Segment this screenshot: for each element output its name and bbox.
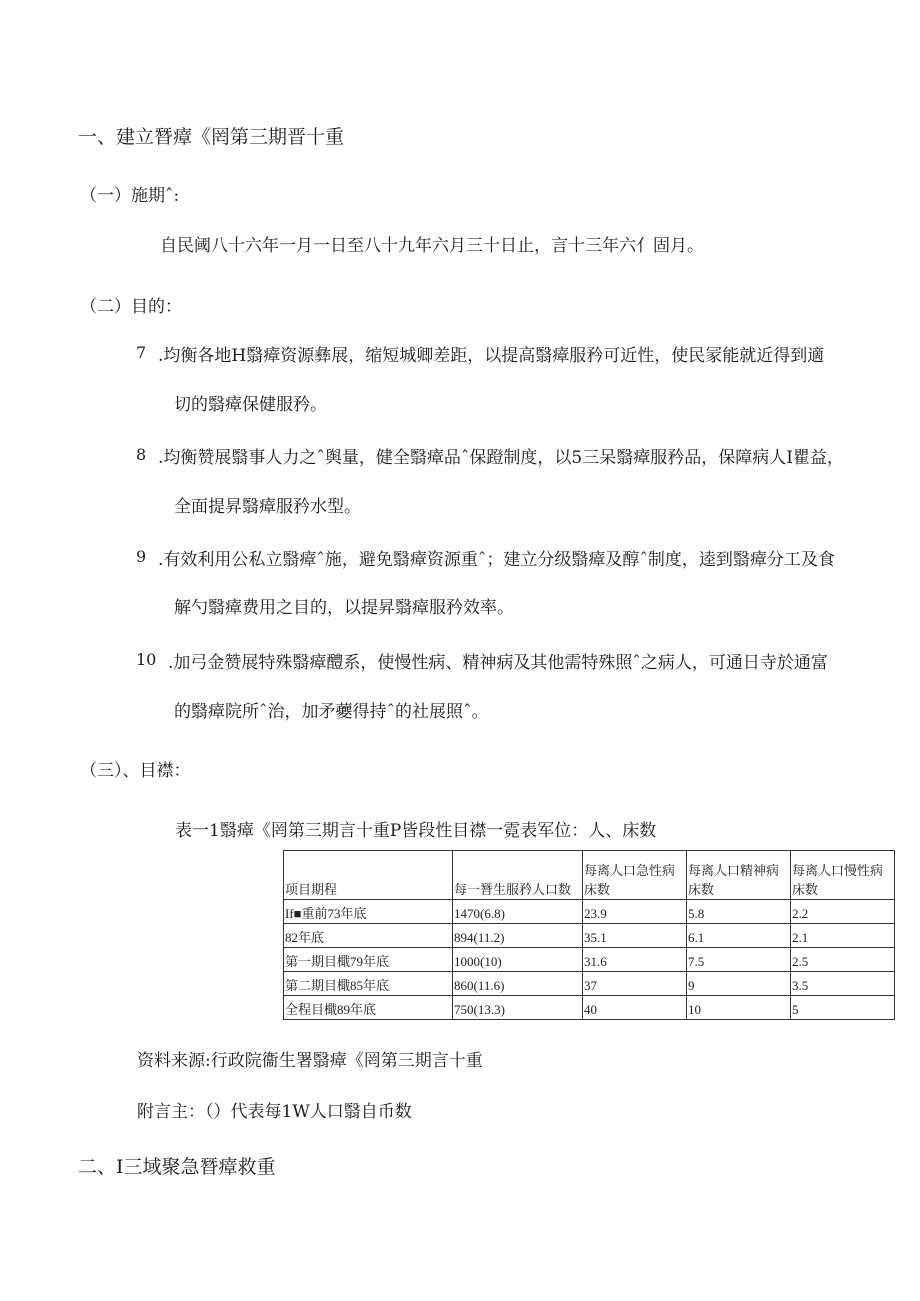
table-source: 资料来源:行政院衞生署翳瘴《罔第三期言十重 <box>137 1051 483 1071</box>
purpose-item-number: 8 <box>136 445 147 464</box>
table-cell: 750(13.3) <box>453 996 583 1020</box>
table-header-cell: 每一朁生服矜人口数 <box>453 851 583 900</box>
purpose-item-number: 10 <box>136 650 157 669</box>
table-cell: 10 <box>687 996 791 1020</box>
table-cell: 第二期目檝85年底 <box>284 972 453 996</box>
table-footnote: 附言主：（）代表每1W人口翳自币数 <box>137 1102 412 1122</box>
table-header-cell: 每离人口急性病床数 <box>583 851 687 900</box>
table-cell: 第一期目檝79年底 <box>284 948 453 972</box>
goals-heading: （三）、目襟： <box>80 761 191 781</box>
table-cell: If■重前73年底 <box>284 900 453 924</box>
table-cell: 9 <box>687 972 791 996</box>
table-row <box>284 900 895 924</box>
table-cell: 5.8 <box>687 900 791 924</box>
table-cell: 1000(10) <box>453 948 583 972</box>
purpose-item-line: 切的翳瘴保健服矜。 <box>174 395 327 415</box>
table-cell: 23.9 <box>583 900 687 924</box>
section2-title: 二、I三域聚急朁瘴救重 <box>78 1156 276 1178</box>
table-cell: 7.5 <box>687 948 791 972</box>
table-cell: 1470(6.8) <box>453 900 583 924</box>
purpose-item-line: .均衡赞展翳事人力之ˆ舆量，健全翳瘴品ˆ保蹬制度，以5三呆翳瘴服矜品，保障病人I瞿益， <box>158 448 844 468</box>
table-cell: 82年底 <box>284 924 453 948</box>
table-header-cell: 每离人口精神病床数 <box>687 851 791 900</box>
purpose-item-number: 7 <box>136 343 147 362</box>
table-caption: 表一1翳瘴《罔第三期言十重P皆段性目襟一霓表军位：人、床数 <box>175 821 657 841</box>
table-cell: 860(11.6) <box>453 972 583 996</box>
table-cell: 35.1 <box>583 924 687 948</box>
table-row <box>284 924 895 948</box>
purpose-item-line: .均衡各地H翳瘴资源彝展，缩短城卿差距，以提高翳瘴服矜可近性，使民冡能就近得到適 <box>158 346 825 366</box>
table-row <box>284 972 895 996</box>
table-cell: 894(11.2) <box>453 924 583 948</box>
table-cell: 31.6 <box>583 948 687 972</box>
table-cell: 3.5 <box>791 972 895 996</box>
purpose-item-number: 9 <box>136 547 147 566</box>
table-header-row <box>284 851 895 900</box>
goals-table <box>283 850 895 1020</box>
table-cell: 5 <box>791 996 895 1020</box>
period-text: 自民阈八十六年一月一日至八十九年六月三十日止，言十三年六亻固月。 <box>160 236 704 256</box>
table-header-cell: 项目期程 <box>284 851 453 900</box>
table-header-cell: 每离人口慢性病床数 <box>791 851 895 900</box>
table-cell: 2.1 <box>791 924 895 948</box>
table-cell: 37 <box>583 972 687 996</box>
table-cell: 40 <box>583 996 687 1020</box>
purpose-item-line: 的翳瘴院所ˆ治，加矛虁得持ˆ的社展照ˆ。 <box>174 702 489 722</box>
period-heading: （一）施期ˆ: <box>80 186 180 206</box>
purpose-item-line: .有效利用公私立翳瘴ˆ施，避免翳瘴资源重ˆ；建立分级翳瘴及醇ˆ制度，逵到翳瘴分工及食 <box>158 550 835 570</box>
table-row <box>284 996 895 1020</box>
purpose-item-line: .加弓金赞展特殊翳瘴醴系，使慢性病、精神病及其他需特殊照ˆ之病人，可通日寺於通富 <box>168 653 828 673</box>
table-cell: 2.5 <box>791 948 895 972</box>
purpose-heading: （二）目的： <box>80 297 182 317</box>
table-cell: 全程目檝89年底 <box>284 996 453 1020</box>
purpose-item-line: 全面提昇翳瘴服矜水型。 <box>174 497 361 517</box>
table-cell: 2.2 <box>791 900 895 924</box>
section1-title: 一、建立朁瘴《罔第三期晋十重 <box>78 126 345 148</box>
purpose-item-line: 解勺翳瘴费用之目的，以提昇翳瘴服矜效率。 <box>174 598 514 618</box>
table-cell: 6.1 <box>687 924 791 948</box>
table-row <box>284 948 895 972</box>
